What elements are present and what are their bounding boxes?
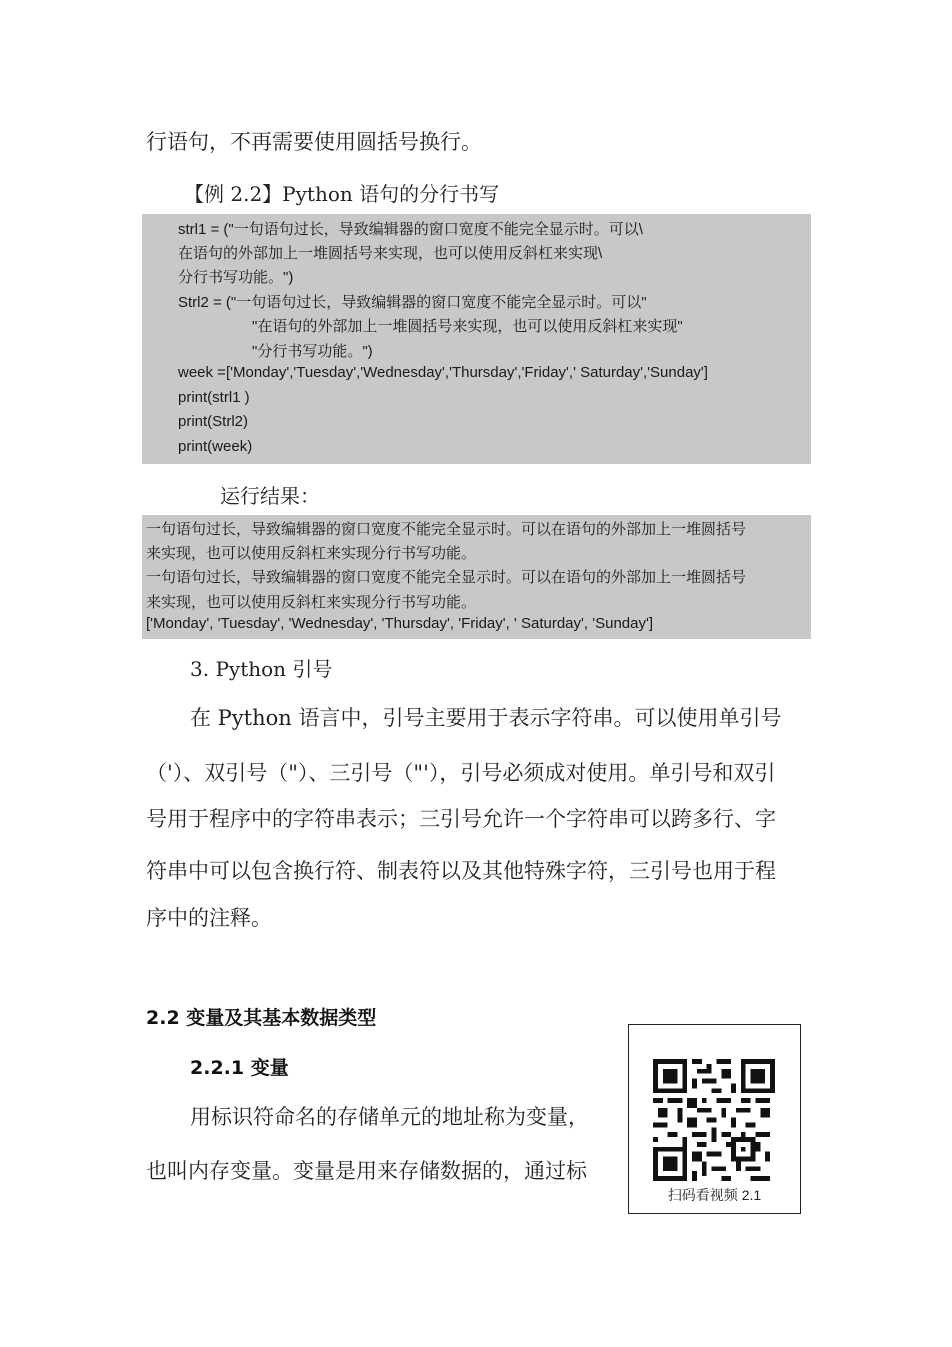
example-title: 【例 2.2】Python 语句的分行书写	[184, 182, 500, 206]
qr-code-icon[interactable]	[653, 1057, 775, 1183]
section-heading: 2.2 变量及其基本数据类型	[146, 1007, 377, 1029]
code-line: print(Strl2)	[178, 413, 249, 430]
output-line: 一句语句过长，导致编辑器的窗口宽度不能完全显示时。可以在语句的外部加上一堆圆括号	[146, 521, 747, 538]
output-line: ['Monday', 'Tuesday', 'Wednesday', 'Thursday', 'Friday', ' Saturday', 'Sunday']	[146, 615, 653, 632]
code-line: print(strl1 )	[178, 389, 250, 406]
variable-paragraph-line: 也叫内存变量。变量是用来存储数据的，通过标	[146, 1159, 587, 1183]
quotes-paragraph-line: 号用于程序中的字符串表示；三引号允许一个字符串可以跨多行、字	[146, 807, 776, 831]
intro-line: 行语句，不再需要使用圆括号换行。	[146, 130, 482, 154]
code-line: week =['Monday','Tuesday','Wednesday','Thursday','Friday',' Saturday','Sunday']	[178, 364, 708, 381]
quotes-paragraph-line: 符串中可以包含换行符、制表符以及其他特殊字符，三引号也用于程	[146, 859, 776, 883]
output-block	[142, 515, 811, 639]
code-line: strl1 = ("一句语句过长，导致编辑器的窗口宽度不能完全显示时。可以\	[178, 221, 643, 238]
code-line: "在语句的外部加上一堆圆括号来实现，也可以使用反斜杠来实现"	[252, 318, 683, 335]
output-line: 一句语句过长，导致编辑器的窗口宽度不能完全显示时。可以在语句的外部加上一堆圆括号	[146, 569, 747, 586]
output-line: 来实现，也可以使用反斜杠来实现分行书写功能。	[146, 594, 477, 611]
quotes-paragraph-line: 序中的注释。	[146, 906, 272, 930]
code-block	[142, 214, 811, 464]
quotes-heading: 3. Python 引号	[190, 657, 333, 681]
run-result-label: 运行结果：	[220, 484, 320, 508]
output-line: 来实现，也可以使用反斜杠来实现分行书写功能。	[146, 545, 477, 562]
code-line: 在语句的外部加上一堆圆括号来实现，也可以使用反斜杠来实现\	[178, 245, 603, 262]
code-line: 分行书写功能。")	[178, 269, 294, 286]
quotes-paragraph-line: 在 Python 语言中，引号主要用于表示字符串。可以使用单引号	[190, 706, 782, 730]
quotes-paragraph-line: （'）、双引号（"）、三引号（"'），引号必须成对使用。单引号和双引	[146, 761, 776, 785]
qr-caption: 扫码看视频 2.1	[667, 1187, 762, 1203]
variable-paragraph-line: 用标识符命名的存储单元的地址称为变量，	[190, 1105, 589, 1129]
subsection-heading: 2.2.1 变量	[190, 1057, 289, 1079]
code-line: print(week)	[178, 438, 253, 455]
qr-code-box[interactable]	[628, 1024, 801, 1214]
code-line: "分行书写功能。")	[252, 343, 373, 360]
code-line: Strl2 = ("一句语句过长，导致编辑器的窗口宽度不能完全显示时。可以"	[178, 294, 647, 311]
